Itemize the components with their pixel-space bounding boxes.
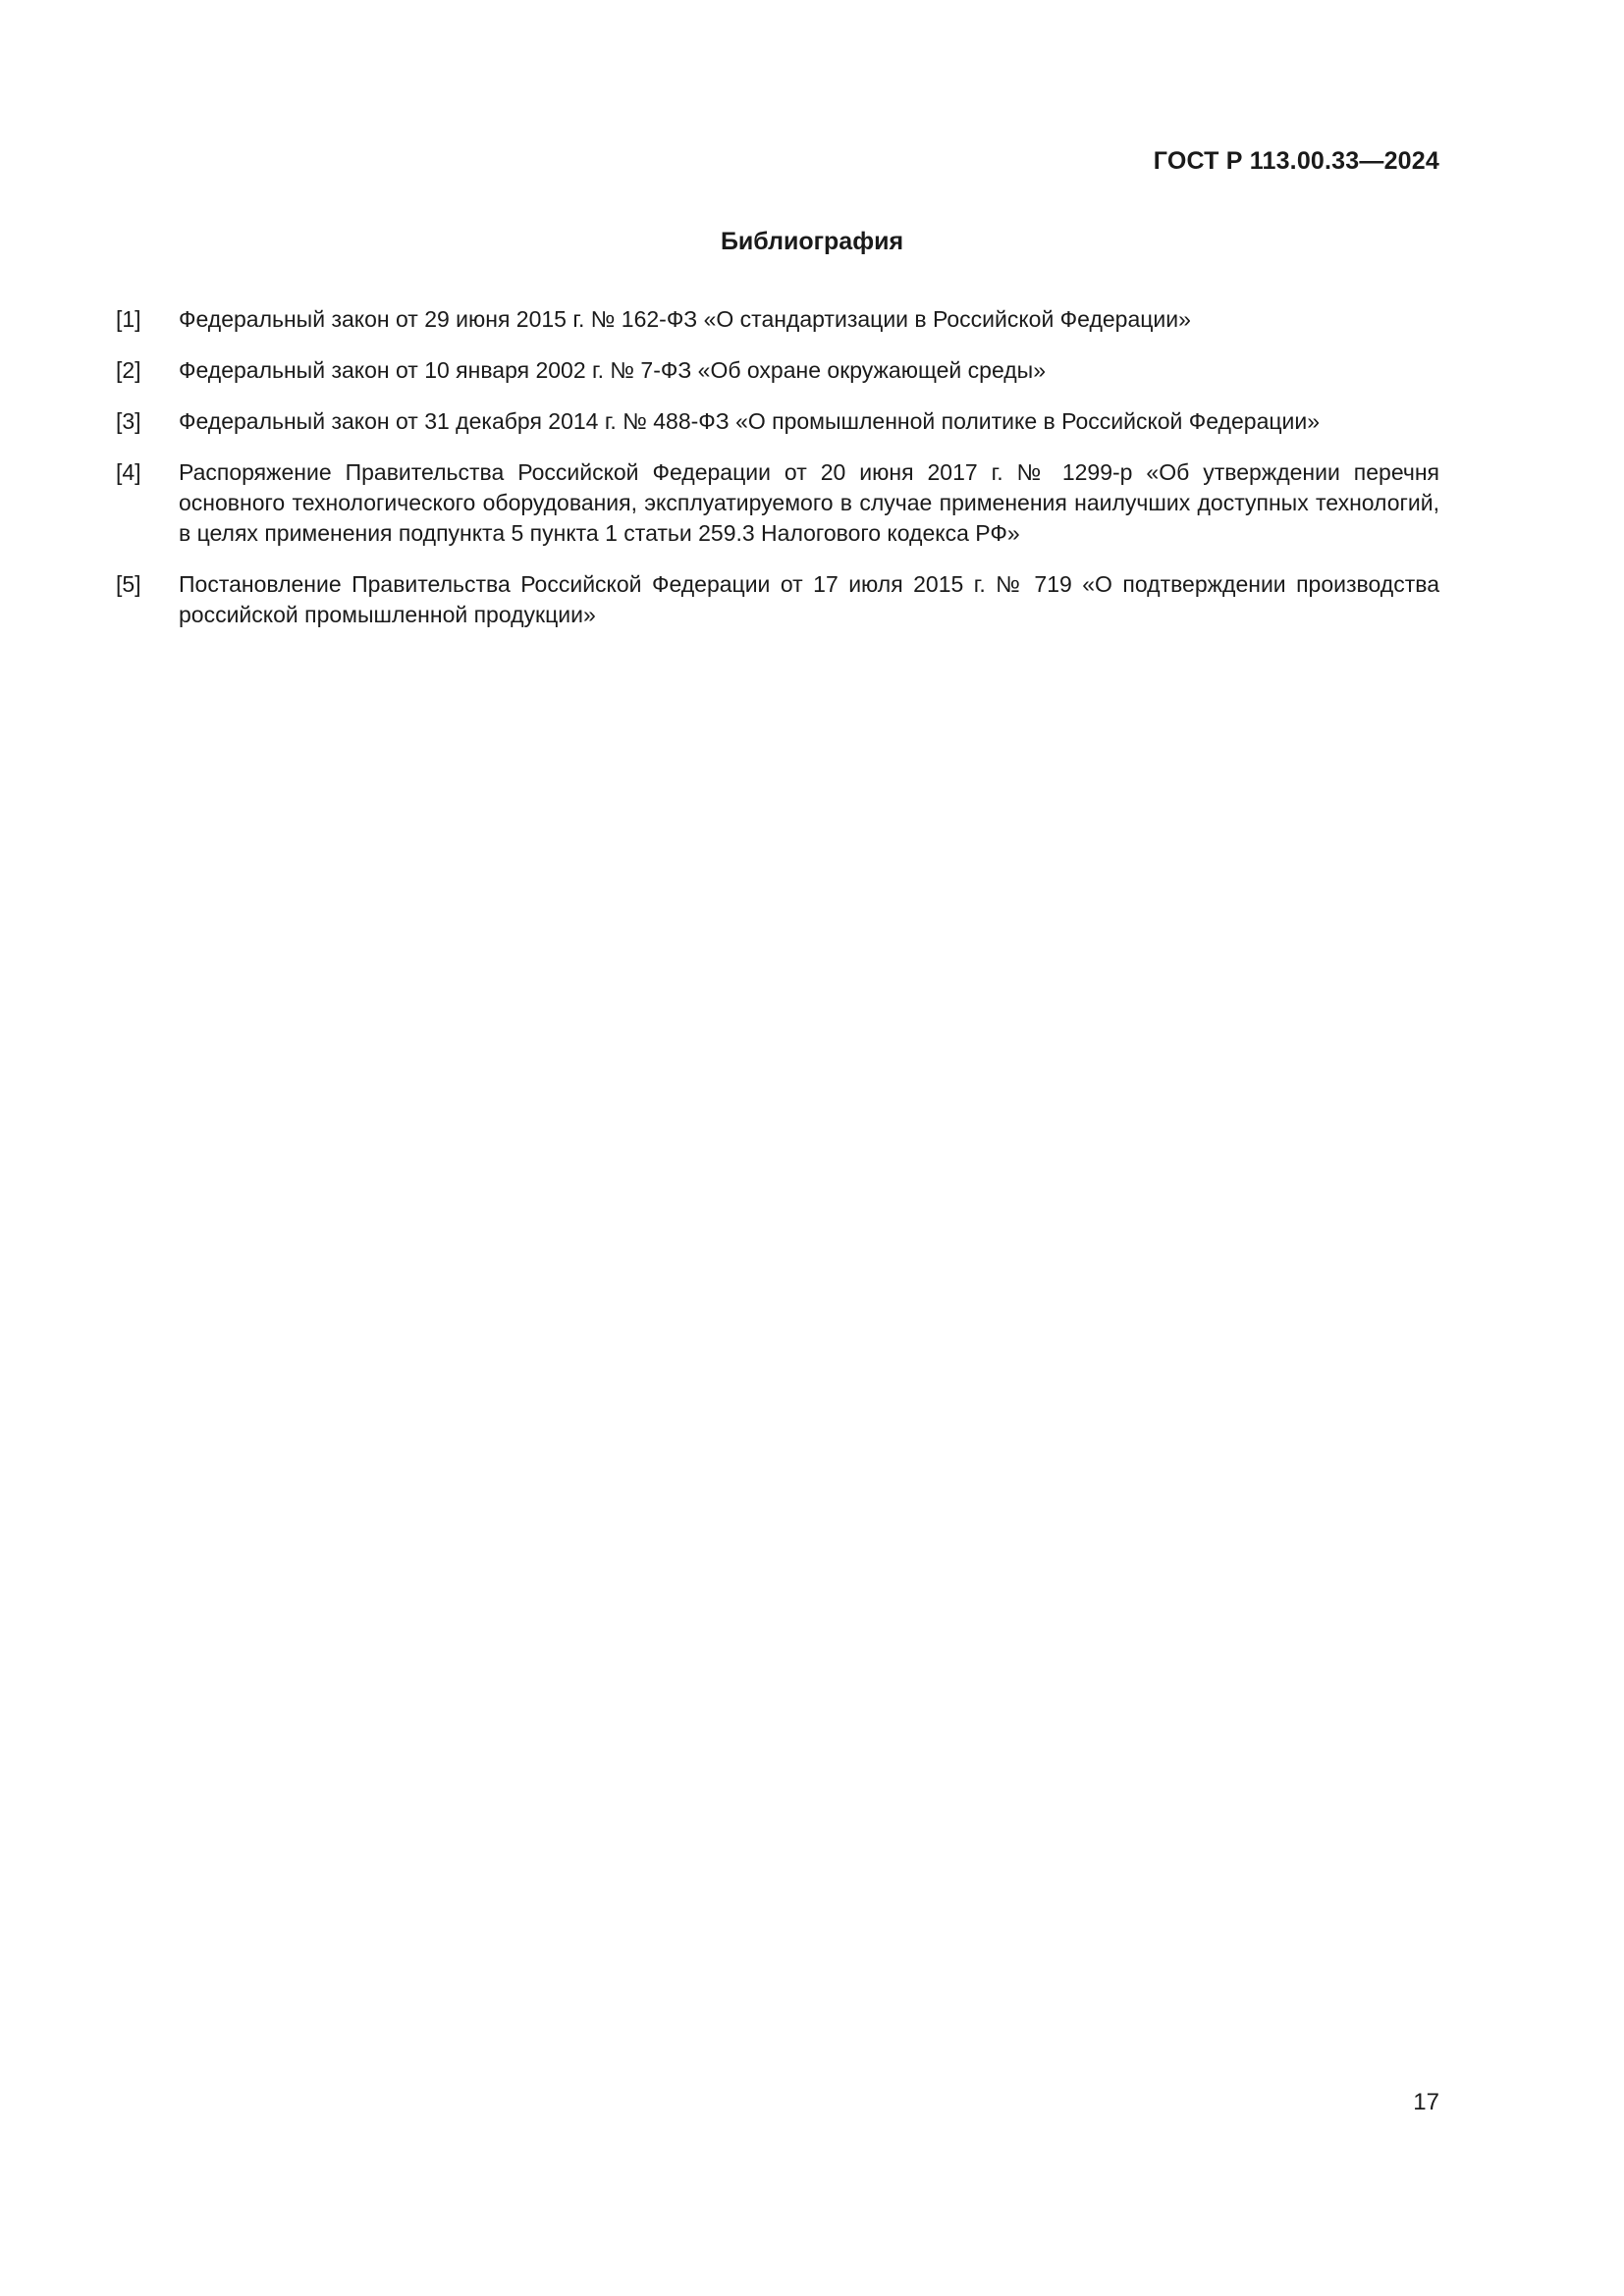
bibliography-item-number: [1]	[116, 306, 141, 332]
page-number: 17	[1413, 2089, 1439, 2115]
bibliography-item	[116, 406, 1439, 437]
section-title: Библиография	[720, 228, 904, 255]
bibliography-item	[116, 457, 1439, 549]
bibliography-item-text: Федеральный закон от 10 января 2002 г. № 7-ФЗ «Об охране окружающей среды»	[179, 357, 1046, 383]
document-code: ГОСТ Р 113.00.33—2024	[1153, 147, 1439, 175]
bibliography-item-number: [5]	[116, 571, 141, 597]
bibliography-item-number: [4]	[116, 459, 141, 485]
bibliography-item	[116, 304, 1439, 335]
bibliography-item-number: [2]	[116, 357, 141, 383]
bibliography-item-text: Федеральный закон от 29 июня 2015 г. № 162-ФЗ «О стандартизации в Российской Федерации»	[179, 306, 1191, 332]
bibliography-item-text: Распоряжение Правительства Российской Федерации от 20 июня 2017 г. № 1299-р «Об утверждении перечня основного технологического оборудования, эксплуатируемого в случае применения наилучших доступных технологий, в целях применения подпункта 5 пункта 1 статьи 259.3 Налогового кодекса РФ»	[179, 459, 1439, 546]
bibliography-item-text: Постановление Правительства Российской Федерации от 17 июля 2015 г. № 719 «О подтверждении производства российской промышленной продукции»	[179, 571, 1439, 627]
bibliography-item	[116, 355, 1439, 386]
bibliography-item-number: [3]	[116, 408, 141, 434]
bibliography-item-text: Федеральный закон от 31 декабря 2014 г. № 488-ФЗ «О промышленной политике в Российской Федерации»	[179, 408, 1321, 434]
bibliography-list	[116, 304, 1439, 651]
bibliography-item	[116, 569, 1439, 630]
